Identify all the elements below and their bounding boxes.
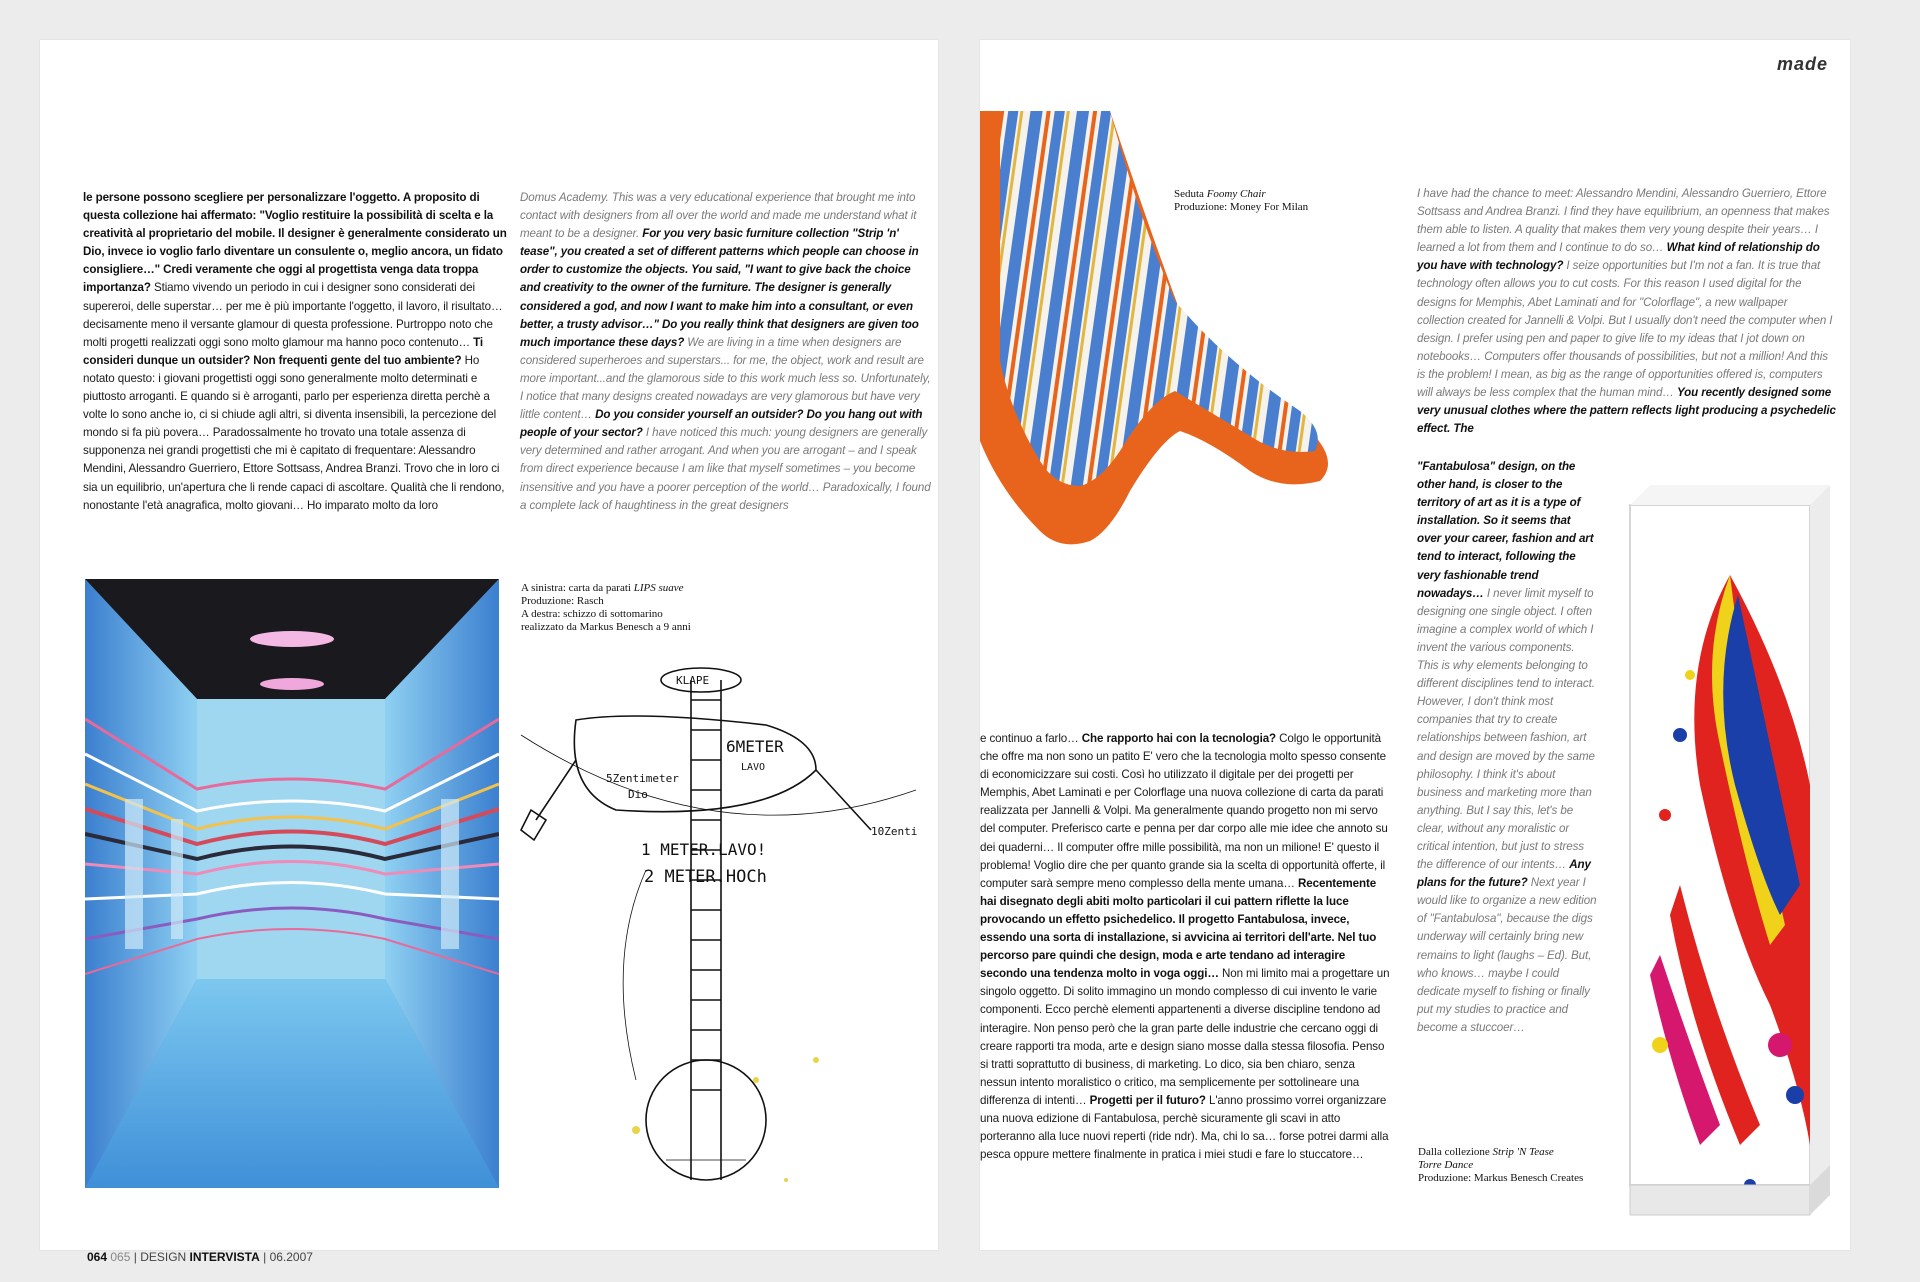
sketch-label: 1 METER.LAVO! [641,840,767,859]
interview-answer: I have had the chance to meet: Alessandro Mendini, Alessandro Guerriero, Ettore Sottsass and Andrea Branzi. I find they have equilibrium, an openness that makes them able to listen. A quality that makes them very young despite their years… I learned a lot from them and I continue to do so… [1417,187,1830,255]
caption-text: Produzione: Rasch [521,595,604,607]
caption-text: Seduta [1174,188,1207,200]
interview-answer: L'anno prossimo vorrei organizzare una nuova edizione di Fantabulosa, perchè sicuramente gli scavi in atto porteranno alla luce nuovi reperti (ride ndr). Ma, chi lo sa… forse potrei darmi alla pesca oppure mettere finalmente in pratica i miei studi e fare lo stuccatore… [980,1093,1389,1162]
sketch-label: LAVO [741,762,766,773]
interview-answer: Next year I would like to organize a new edition of "Fantabulosa", because the digs underway will certainly bring new remains to light (laughs – Ed). But, who knows… maybe I could dedicate myself to fishing or finally put my studies to practice and become a stuccoer… [1417,876,1597,1034]
article-column-italian-2 [980,730,1394,1164]
interview-question: Any plans for the future? [1417,858,1591,890]
right-page [980,40,1850,1250]
sketch-label: 10Zenti [871,825,918,838]
interview-answer: I never limit myself to designing one single object. I often imagine a complex world of which I invent the various components. This is why elements belonging to different disciplines tend to interact. However, I don't think most companies that try to create relationships between fashion, art and design are moved by the same philosophy. I think it's about business and marketing more than anything. But I say this, let's be clear, without any moralistic or critical intention, but just to stress the difference of our intents… [1417,586,1595,872]
interview-question: Ti consideri dunque un outsider? Non frequenti gente del tuo ambiente? [83,335,484,367]
article-column-english-2 [1417,185,1837,438]
sketch-label: Dio [628,788,648,801]
chair-caption [1174,188,1308,214]
interview-question: Do you consider yourself an outsider? Do you hang out with people of your sector? [520,408,923,440]
caption-text: Produzione: Markus Benesch Creates [1418,1172,1584,1184]
magazine-logo: made [1776,54,1828,74]
interview-answer: Colgo le opportunità che offre ma non sono un patito E' vero che la tecnologia molto spesso consente di economicizzare sui costi. Così ho utilizzato il digitale per dei progetti per Memphis, Abet Laminati e per Colorflage una nuova collezione di carta da parati realizzata per Jannelli & Volpi. Ma generalmente quando progetto non mi servo del computer. Preferisco carte e penna per dar corpo alle mie idee che annoto su dei quaderni… Il computer offre mille possibilità, ma non un milione! E' questo il problema! Voglio dire che per quanto grande sia la scelta di opportunità offerte, il computer sarà sempre meno complesso della mente umana… [980,732,1388,890]
interview-answer: Non mi limito mai a progettare un singolo oggetto. Di solito immagino un mondo complesso di cui invento le varie componenti. Ecco perchè elementi appartenenti a diverse discipline tendono ad interagire. Non penso però che la gran parte delle industrie che cercano oggi di creare rapporti tra moda, arte e design siano mosse dalla stessa filosofia. Penso si tratti soprattutto di business, di marketing. Lo dico, sia ben chiaro, senza nessun intento moralistico o critico, ma semplicemente per sottolineare una differenza di intenti… [980,967,1390,1107]
wallpaper-corridor-photo [85,579,499,1188]
interview-question: What kind of relationship do you have with technology? [1417,241,1820,273]
interview-answer: Stiamo vivendo un periodo in cui i designer sono considerati dei supereroi, delle superstar… per me è più importante l'oggetto, il lavoro, il risultato… decisamente meno il versante glamour di questa professione. Purtroppo noto che molti progetti realizzati oggi sono molto glamour ma hanno poco contenuto… [83,281,503,349]
submarine-sketch [516,660,934,1205]
interview-question: "Fantabulosa" design, on the other hand, is closer to the territory of art as it is a type of installation. So it seems that over your career, fashion and art tend to interact, following the very fashionable trend nowadays… [1417,460,1594,600]
page-folio [87,1250,313,1264]
sketch-label: 5Zentimeter [606,772,679,785]
sketch-label: 2 METER.HOCh [644,867,767,887]
interview-question: Recentemente hai disegnato degli abiti molto particolari il cui pattern riflette la luce provocando un effetto psichedelico. Il progetto Fantabulosa, invece, essendo una sorta di installazione, si avvicina ai territori dell'arte. Nel tuo percorso pare quindi che design, moda e arte tendano ad interagire secondo una tendenza molto in voga oggi… [980,876,1377,981]
caption-text: Dalla collezione [1418,1146,1493,1158]
cabinet-caption [1418,1146,1583,1185]
interview-answer: I have noticed this much: young designers are generally very determined and rather arrogant. And when you are arrogant – and I speak from direct experience because I am like that myself sometimes – you become insensitive and you have a poorer perception of the world… Paradoxically, I found a complete lack of haughtiness in the great designers [520,426,931,512]
sketch-label: KLAPE [676,674,710,687]
interview-answer: We are living in a time when designers are considered superheroes and superstars... for me, the object, work and result are more important...and the glamorous side to this work much less so. Unfortunately, I notice that many designs created nowadays are very glamorous but have very little content… [520,335,931,422]
interview-answer: Domus Academy. This was a very educational experience that brought me into contact with designers from all over the world and made me understand what it meant to be a designer. [520,191,917,241]
page-number: 064 [87,1250,108,1264]
sketch-caption [521,582,691,634]
caption-text: Produzione: Money For Milan [1174,201,1309,213]
caption-title: Strip 'N Tease [1492,1146,1554,1158]
interview-question: Che rapporto hai con la tecnologia? [1081,732,1277,745]
caption-title: Foomy Chair [1206,188,1266,200]
caption-text: A destra: schizzo di sottomarino [521,608,663,620]
interview-question: You recently designed some very unusual clothes where the pattern reflects light producing a psychedelic effect. The [1417,386,1836,436]
caption-title: LIPS suave [633,582,684,594]
article-column-italian-1 [83,189,507,515]
interview-question: le persone possono scegliere per personalizzare l'oggetto. A proposito di questa collezione hai affermato: "Voglio restituire la possibilità di scelta e la creatività al proprietario del mobile. Il designer è generalmente considerato un Dio, invece io voglio farlo diventare un consulente o, meglio ancora, un fidato consigliere…" Credi veramente che oggi al progettista venga data troppa importanza? [83,191,507,295]
interview-question: Progetti per il futuro? [1089,1093,1206,1107]
interview-question: For you very basic furniture collection "Strip 'n' tease", you created a set of different patterns which people can choose in order to customize the objects. You said, "I want to give back the choice and creativity to the owner of the furniture. The designer is generally considered a god, and now I want to make him into a consultant, or even better, a trusty advisor…" Do you really think that designers are given too much importance these days? [520,227,919,349]
caption-title: Torre Dance [1418,1159,1474,1171]
sketch-label: 6METER [726,737,784,756]
caption-text: A sinistra: carta da parati [521,582,634,594]
section-label: | DESIGN [133,1250,190,1264]
article-column-english-1 [520,189,932,515]
interview-answer: I seize opportunities but I'm not a fan. It is true that technology often allows you to cut costs. For this reason I used digital for the designs for Memphis, Abet Laminati and for "Colorflage", a new wallpaper collection created for Jannelli & Volpi. But I usually don't need the computer when I design. I prefer using pen and paper to give life to my ideas that I jot down on notebooks… Computers offer thousands of possibilities, but not a million! And this is the problem! I mean, as big as the range of opportunities offered is, computers will always be less complex that the human mind… [1417,259,1833,400]
interview-answer: e continuo a farlo… [980,732,1082,745]
caption-text: realizzato da Markus Benesch a 9 anni [521,621,691,633]
interview-answer: Ho notato questo: i giovani progettisti oggi sono generalmente molto determinati e piuttosto arroganti. E quando si è arroganti, parlo per esperienza diretta perchè a volte lo sono anche io, ci si chiude agli altri, si diventa insensibili, la percezione del mondo si fa più povera… Paradossalmente ho trovato una totale assenza di supponenza nei grandi progettisti che mi è capitato di frequentare: Alessandro Mendini, Alessandro Guerriero, Ettore Sottsass, Andrea Branzi. Trovo che in loro ci sia un equilibrio, un'apertura che li rende capaci di ascoltare. Qualità che li rendono, nonostante l'età anagrafica, molto giovani… Ho imparato molto da loro [83,353,505,512]
article-column-english-3 [1417,458,1597,1037]
left-page [40,40,938,1264]
torre-dance-cabinet-photo [1620,485,1835,1245]
section-label: INTERVISTA [189,1250,260,1264]
page-number: 065 [110,1250,131,1264]
issue-date: | 06.2007 [259,1250,313,1264]
